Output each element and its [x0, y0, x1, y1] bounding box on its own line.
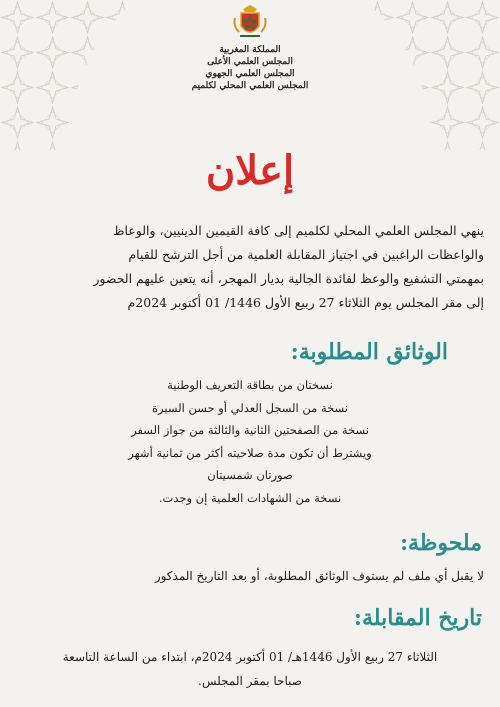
note-heading: ملحوظة:	[399, 530, 482, 556]
document-item: نسختان من بطاقة التعريف الوطنية	[167, 378, 333, 392]
intro-line: بمهمتي التشفيع والوعظ لفائدة الجالية بديار المهجر، أنه يتعين عليهم الحضور	[93, 271, 484, 286]
intro-line: ينهي المجلس العلمي المحلي لكلميم إلى كافة القيمين الدينيين، والوعاظ	[112, 223, 484, 238]
documents-heading: الوثائق المطلوبة:	[290, 339, 448, 365]
announcement-body	[16, 219, 484, 315]
interview-date-text	[16, 645, 484, 693]
header-line-local-council: المجلس العلمي المحلي لكلميم	[191, 81, 309, 91]
document-item: صورتان شمسيتان	[207, 468, 293, 482]
document-item: ويشترط أن تكون مدة صلاحيته أكثر من ثمانية أشهر	[128, 445, 372, 460]
document-item: نسخة من الشهادات العلمية إن وجدت.	[158, 490, 342, 505]
interview-date-heading: تاريخ المقابلة:	[353, 605, 482, 631]
header-line-supreme-council: المجلس العلمي الأعلى	[207, 57, 293, 67]
header-line-regional-council: المجلس العلمي الجهوي	[205, 69, 295, 79]
intro-line: إلى مقر المجلس يوم الثلاثاء 27 ربيع الأول 1446/ 01 أكتوبر 2024م	[127, 295, 484, 310]
intro-line: والواعظات الراغبين في اجتياز المقابلة العلمية من أجل الترشح للقيام	[128, 247, 484, 262]
interview-date-line: صباحا بمقر المجلس.	[198, 674, 302, 688]
document-item: نسخة من السجل العدلي أو حسن السيرة	[151, 400, 349, 415]
header-line-kingdom: المملكة المغربية	[219, 45, 281, 55]
document-item: نسخة من الصفحتين الثانية والثالثة من جواز السفر	[131, 423, 369, 437]
announcement-title: إعلان	[205, 147, 295, 194]
note-text: لا يقبل أي ملف لم يستوف الوثائق المطلوبة، أو بعد التاريخ المذكور	[154, 569, 484, 583]
interview-date-line: الثلاثاء 27 ربيع الأول 1446هـ/ 01 أكتوبر 2024م، ابتداء من الساعة التاسعة	[62, 650, 438, 664]
institution-header	[150, 44, 350, 92]
moroccan-coat-of-arms-icon	[231, 4, 269, 42]
documents-list	[0, 374, 500, 509]
